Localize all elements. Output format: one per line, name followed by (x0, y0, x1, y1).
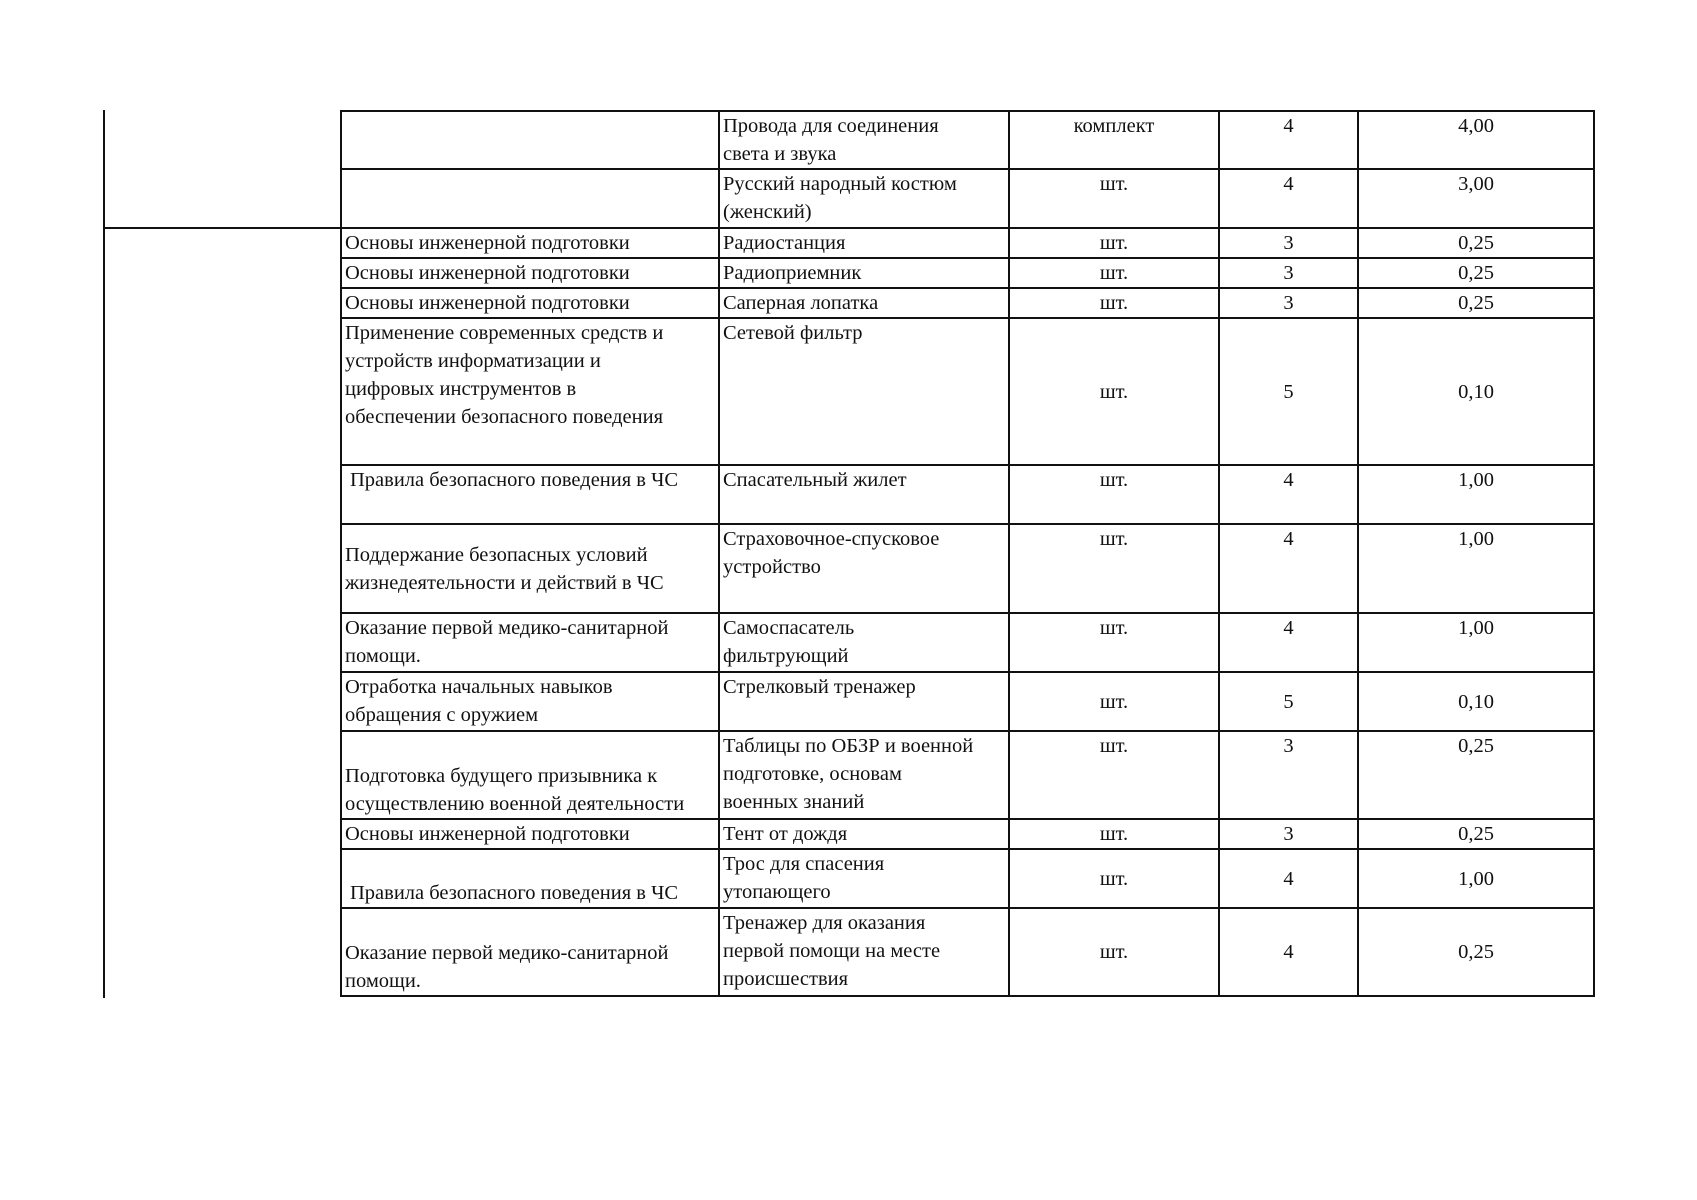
norm-cell: 3,00 (1358, 169, 1594, 228)
norm-cell: 0,10 (1358, 318, 1594, 465)
norm-cell: 0,25 (1358, 908, 1594, 996)
table-row (341, 318, 1594, 465)
item-cell: Трос для спасения утопающего (719, 849, 1009, 908)
equipment-table-body (341, 111, 1594, 996)
unit-cell: шт. (1009, 731, 1219, 819)
item-cell: Таблицы по ОБЗР и военной подготовке, основам военных знаний (719, 731, 1009, 819)
unit-cell: шт. (1009, 169, 1219, 228)
norm-cell: 0,25 (1358, 258, 1594, 288)
topic-cell: Основы инженерной подготовки (341, 228, 719, 258)
unit-cell: шт. (1009, 849, 1219, 908)
quantity-cell: 3 (1219, 731, 1358, 819)
quantity-cell: 4 (1219, 849, 1358, 908)
quantity-cell: 4 (1219, 111, 1358, 169)
item-cell: Тент от дождя (719, 819, 1009, 849)
item-cell: Стрелковый тренажер (719, 672, 1009, 731)
quantity-cell: 4 (1219, 524, 1358, 613)
table-row (341, 613, 1594, 672)
table-row (341, 731, 1594, 819)
unit-cell: шт. (1009, 228, 1219, 258)
equipment-table (340, 110, 1595, 997)
table-row (341, 111, 1594, 169)
topic-cell: Применение современных средств и устройств информатизации и цифровых инструментов в обеспечении безопасного поведения (341, 318, 719, 465)
quantity-cell: 5 (1219, 318, 1358, 465)
unit-cell: шт. (1009, 819, 1219, 849)
unit-cell: шт. (1009, 258, 1219, 288)
section-divider-rule (103, 227, 340, 229)
quantity-cell: 4 (1219, 908, 1358, 996)
topic-cell: Подготовка будущего призывника к осуществлению военной деятельности (341, 731, 719, 819)
unit-cell: комплект (1009, 111, 1219, 169)
quantity-cell: 4 (1219, 169, 1358, 228)
table-row (341, 849, 1594, 908)
topic-cell: Оказание первой медико-санитарной помощи. (341, 908, 719, 996)
quantity-cell: 5 (1219, 672, 1358, 731)
item-cell: Русский народный костюм (женский) (719, 169, 1009, 228)
norm-cell: 1,00 (1358, 613, 1594, 672)
table-row (341, 908, 1594, 996)
topic-cell (341, 111, 719, 169)
quantity-cell: 3 (1219, 258, 1358, 288)
quantity-cell: 3 (1219, 228, 1358, 258)
quantity-cell: 3 (1219, 819, 1358, 849)
item-cell: Радиоприемник (719, 258, 1009, 288)
item-cell: Провода для соединения света и звука (719, 111, 1009, 169)
topic-cell: Правила безопасного поведения в ЧС (341, 849, 719, 908)
norm-cell: 0,25 (1358, 731, 1594, 819)
table-row (341, 672, 1594, 731)
table-row (341, 465, 1594, 524)
topic-cell: Основы инженерной подготовки (341, 819, 719, 849)
topic-cell: Оказание первой медико-санитарной помощи. (341, 613, 719, 672)
unit-cell: шт. (1009, 524, 1219, 613)
item-cell: Спасательный жилет (719, 465, 1009, 524)
outer-left-rule (103, 110, 105, 998)
item-cell: Самоспасатель фильтрующий (719, 613, 1009, 672)
item-cell: Радиостанция (719, 228, 1009, 258)
table-row (341, 169, 1594, 228)
quantity-cell: 4 (1219, 613, 1358, 672)
unit-cell: шт. (1009, 465, 1219, 524)
quantity-cell: 3 (1219, 288, 1358, 318)
topic-cell: Основы инженерной подготовки (341, 288, 719, 318)
item-cell: Страховочное-спусковое устройство (719, 524, 1009, 613)
table-row (341, 288, 1594, 318)
item-cell: Саперная лопатка (719, 288, 1009, 318)
norm-cell: 1,00 (1358, 465, 1594, 524)
table-row (341, 258, 1594, 288)
topic-cell: Поддержание безопасных условий жизнедеятельности и действий в ЧС (341, 524, 719, 613)
norm-cell: 0,25 (1358, 228, 1594, 258)
unit-cell: шт. (1009, 318, 1219, 465)
topic-cell: Отработка начальных навыков обращения с оружием (341, 672, 719, 731)
item-cell: Тренажер для оказания первой помощи на месте происшествия (719, 908, 1009, 996)
unit-cell: шт. (1009, 672, 1219, 731)
norm-cell: 1,00 (1358, 524, 1594, 613)
topic-cell: Правила безопасного поведения в ЧС (341, 465, 719, 524)
unit-cell: шт. (1009, 908, 1219, 996)
item-cell: Сетевой фильтр (719, 318, 1009, 465)
topic-cell: Основы инженерной подготовки (341, 258, 719, 288)
table-row (341, 819, 1594, 849)
table-row (341, 228, 1594, 258)
norm-cell: 0,25 (1358, 288, 1594, 318)
table-row (341, 524, 1594, 613)
quantity-cell: 4 (1219, 465, 1358, 524)
norm-cell: 0,10 (1358, 672, 1594, 731)
topic-cell (341, 169, 719, 228)
norm-cell: 1,00 (1358, 849, 1594, 908)
norm-cell: 4,00 (1358, 111, 1594, 169)
norm-cell: 0,25 (1358, 819, 1594, 849)
unit-cell: шт. (1009, 613, 1219, 672)
unit-cell: шт. (1009, 288, 1219, 318)
